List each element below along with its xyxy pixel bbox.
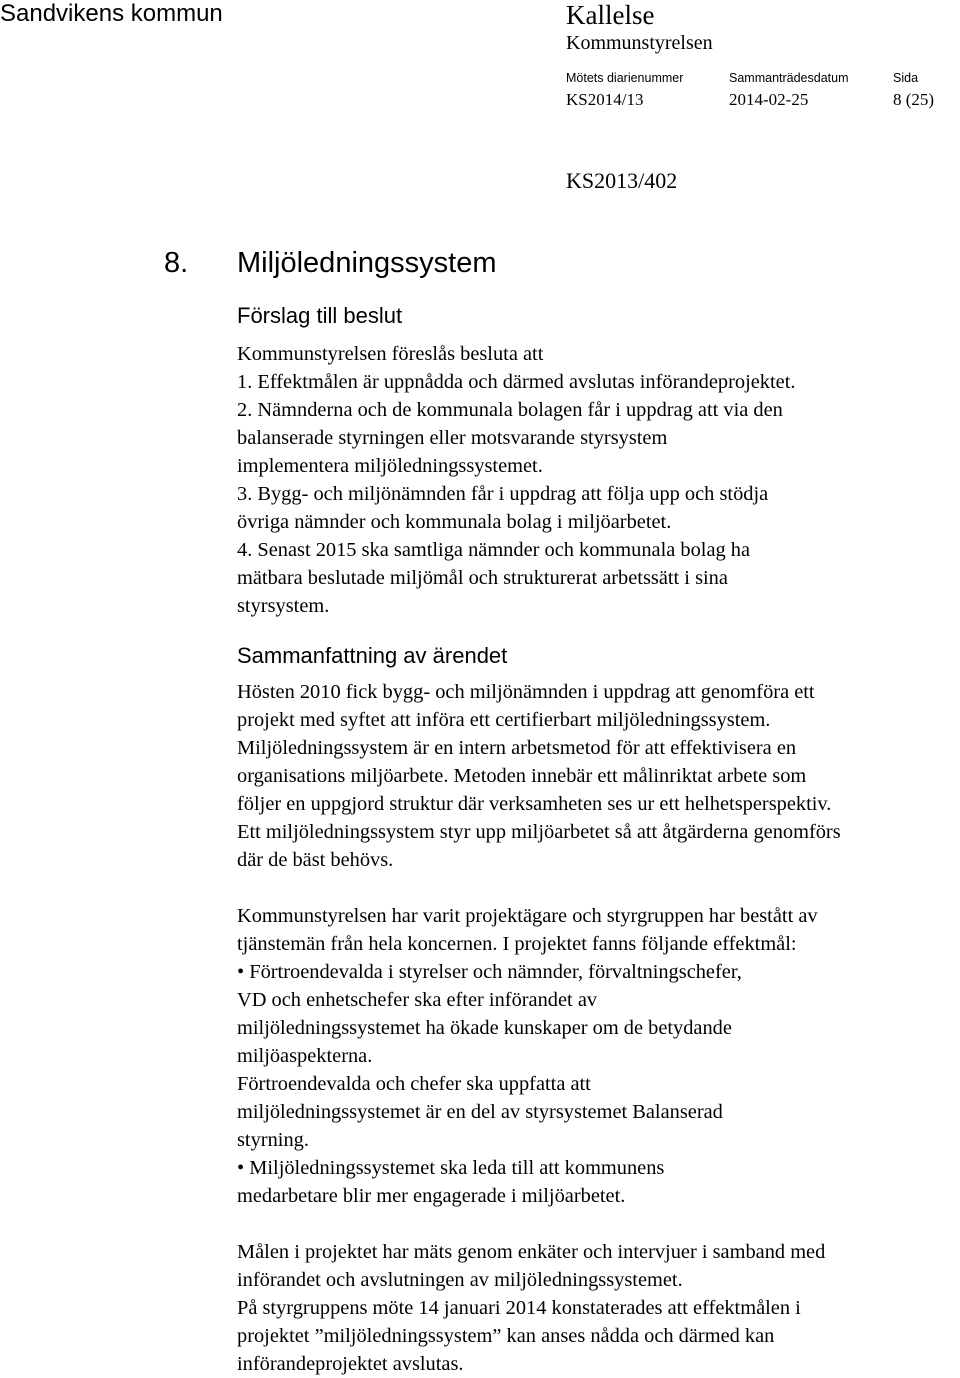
summary-paragraph-2 [237, 902, 960, 1211]
proposal-line: 4. Senast 2015 ska samtliga nämnder och kommunala bolag ha [237, 539, 751, 562]
proposal-line: övriga nämnder och kommunala bolag i miljöarbetet. [237, 511, 672, 534]
paragraph-line: Förtroendevalda och chefer ska uppfatta att [237, 1073, 591, 1096]
page-number: 8 (25) [893, 90, 935, 109]
committee-name: Kommunstyrelsen [566, 32, 713, 54]
paragraph-line: Hösten 2010 fick bygg- och miljönämnden i uppdrag att genomföra ett [237, 681, 815, 703]
proposal-heading: Förslag till beslut [237, 303, 403, 328]
paragraph-line: införandet och avslutningen av miljöledningssystemet. [237, 1269, 683, 1292]
paragraph-line: Miljöledningssystem är en intern arbetsmetod för att effektivisera en [237, 737, 797, 760]
paragraph-line: Målen i projektet har mäts genom enkäter och intervjuer i samband med [237, 1241, 826, 1263]
paragraph-line: miljöaspekterna. [237, 1045, 373, 1068]
paragraph-line: där de bäst behövs. [237, 849, 394, 872]
paragraph-line: Kommunstyrelsen har varit projektägare och styrgruppen har bestått av [237, 905, 818, 927]
paragraph-line: Ett miljöledningssystem styr upp miljöarbetet så att åtgärderna genomförs [237, 821, 841, 844]
paragraph-line: projektet ”miljöledningssystem” kan anses nådda och därmed kan [237, 1325, 775, 1348]
proposal-line: 3. Bygg- och miljönämnden får i uppdrag att följa upp och stödja [237, 483, 769, 506]
proposal-line: 2. Nämnderna och de kommunala bolagen får i uppdrag att via den [237, 399, 783, 422]
proposal-line: 1. Effektmålen är uppnådda och därmed avslutas införandeprojektet. [237, 371, 796, 394]
paragraph-line: medarbetare blir mer engagerade i miljöarbetet. [237, 1185, 626, 1208]
paragraph-line: På styrgruppens möte 14 januari 2014 konstaterades att effektmålen i [237, 1297, 801, 1320]
case-number: KS2013/402 [566, 168, 678, 193]
paragraph-line: följer en uppgjord struktur där verksamheten ses ur ett helhetsperspektiv. [237, 793, 832, 816]
meeting-reg-value: KS2014/13 [566, 90, 644, 109]
paragraph-line: miljöledningssystemet är en del av styrsystemet Balanserad [237, 1101, 723, 1124]
summary-paragraph-1 [237, 678, 960, 874]
meeting-date-value: 2014-02-25 [729, 90, 809, 109]
bullet-line: • Förtroendevalda i styrelser och nämnder, förvaltningschefer, [237, 961, 742, 984]
meeting-reg-label: Mötets diarienummer [566, 71, 684, 85]
meeting-date-label: Sammanträdesdatum [729, 71, 849, 85]
organization-name: Sandvikens kommun [0, 0, 223, 27]
proposal-line: styrsystem. [237, 595, 330, 618]
paragraph-line: styrning. [237, 1129, 309, 1152]
proposal-line: balanserade styrningen eller motsvarande styrsystem [237, 427, 668, 450]
summary-heading: Sammanfattning av ärendet [237, 643, 508, 668]
paragraph-line: införandeprojektet avslutas. [237, 1353, 464, 1376]
proposal-line: Kommunstyrelsen föreslås besluta att [237, 343, 544, 365]
proposal-line: mätbara beslutade miljömål och strukturerat arbetssätt i sina [237, 567, 728, 590]
bullet-line: • Miljöledningssystemet ska leda till att kommunens [237, 1157, 665, 1180]
document-type: Kallelse [566, 0, 655, 30]
summary-paragraph-3 [237, 1238, 960, 1378]
paragraph-line: tjänstemän från hela koncernen. I projektet fanns följande effektmål: [237, 933, 797, 956]
proposal-line: implementera miljöledningssystemet. [237, 455, 543, 478]
paragraph-line: projekt med syftet att införa ett certifierbart miljöledningssystem. [237, 709, 771, 732]
paragraph-line: organisations miljöarbete. Metoden innebär ett målinriktat arbete som [237, 765, 807, 788]
item-number: 8. [164, 247, 189, 279]
paragraph-line: VD och enhetschefer ska efter införandet av [237, 989, 598, 1012]
proposal-body [237, 340, 960, 620]
item-title: Miljöledningssystem [237, 247, 497, 279]
page-label: Sida [893, 71, 919, 85]
paragraph-line: miljöledningssystemet ha ökade kunskaper om de betydande [237, 1017, 732, 1040]
